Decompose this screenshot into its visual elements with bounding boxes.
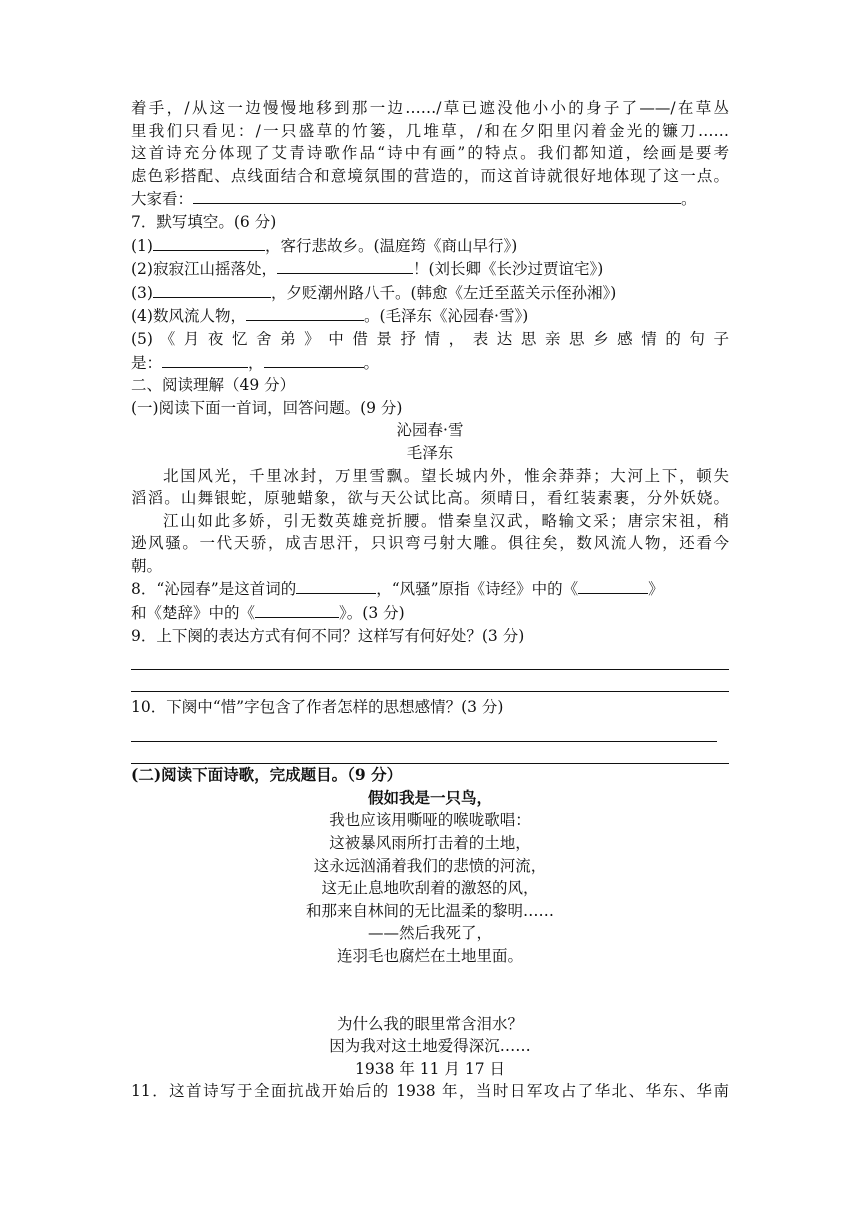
poem-title: 假如我是一只鸟， [367, 787, 492, 807]
answer-blank[interactable] [264, 351, 364, 368]
poem-date: 1938 年 11 月 17 日 [354, 1059, 506, 1078]
poem-paragraph: 逊风骚。一代天骄，成吉思汗，只识弯弓射大雕。俱往矣，数风流人物，还看今 [131, 534, 729, 553]
answer-blank[interactable] [153, 281, 271, 298]
intro-line: 这首诗充分体现了艾青诗歌作品“诗中有画”的特点。我们都知道，绘画是要考 [131, 144, 729, 163]
exam-page [131, 97, 729, 1103]
intro-line: 着手，/从这一边慢慢地移到那一边……/草已遮没他小小的身子了——/在草丛 [131, 99, 729, 117]
q8-text: 》。(3 分) [339, 604, 405, 623]
poem-line: 这被暴风雨所打击着的土地， [329, 834, 531, 852]
answer-line[interactable] [131, 742, 729, 765]
answer-blank[interactable] [296, 577, 376, 594]
poem-line: ——然后我死了， [367, 924, 492, 943]
stanza-gap [131, 968, 729, 1013]
answer-line[interactable] [131, 647, 729, 670]
answer-blank[interactable] [578, 577, 648, 594]
intro-look-line [131, 187, 729, 211]
q7-item-2 [131, 257, 729, 281]
item-end: 。 [363, 353, 380, 372]
q8-line-1 [131, 577, 729, 601]
item-prefix: (4)数风流人物， [131, 307, 246, 326]
q8-text: 8．“沁园春”是这首词的 [131, 580, 297, 599]
answer-blank[interactable] [246, 304, 364, 321]
answer-blank[interactable] [153, 234, 265, 251]
look-prefix: 大家看： [131, 190, 194, 209]
poem-line: 为什么我的眼里常含泪水？ [336, 1014, 523, 1033]
item-prefix: (1) [131, 236, 153, 255]
q8-text: 和《楚辞》中的《 [131, 604, 256, 623]
poem-paragraph: 朝。 [131, 556, 163, 575]
section-title: 二、阅读理解（49 分） [131, 376, 296, 395]
poem-paragraph: 北国风光，千里冰封，万里雪飘。望长城内外，惟余莽莽；大河上下，顿失 [163, 466, 729, 485]
item-text: 。(毛泽东《沁园春·雪》) [363, 307, 529, 326]
poem-line: 因为我对这土地爱得深沉…… [329, 1037, 531, 1056]
q10-title: 10．下阕中“惜”字包含了作者怎样的思想感情？(3 分) [131, 698, 504, 717]
q7-title: 7．默写填空。(6 分) [131, 212, 277, 231]
poem-line: 和那来自林间的无比温柔的黎明…… [305, 901, 554, 920]
q11-line: 11．这首诗写于全面抗战开始后的 1938 年，当时日军攻占了华北、华东、华南 [131, 1082, 729, 1101]
q8-text: 》 [648, 580, 664, 599]
answer-blank[interactable] [162, 351, 248, 368]
q7-item-3 [131, 281, 729, 305]
item-prefix: (3) [131, 283, 153, 302]
part-title: (二)阅读下面诗歌，完成题目。（9 分） [131, 765, 403, 785]
q8-text: ，“风骚”原指《诗经》中的《 [376, 580, 579, 599]
item-prefix: 是： [131, 353, 163, 372]
look-suffix: 。 [681, 190, 697, 209]
q7-item-4 [131, 304, 729, 328]
item-text: ，客行悲故乡。(温庭筠《商山早行》) [264, 236, 518, 255]
q9-title: 9．上下阕的表达方式有何不同？这样写有何好处？(3 分) [131, 626, 525, 645]
part-title: (一)阅读下面一首词，回答问题。(9 分) [131, 398, 403, 417]
answer-blank[interactable] [255, 601, 339, 618]
poem-author: 毛泽东 [406, 443, 454, 462]
q7-item-5-answer [131, 351, 729, 375]
poem-line: 这永远汹涌着我们的悲愤的河流， [313, 856, 547, 875]
item-text: ，夕贬潮州路八千。(韩愈《左迁至蓝关示侄孙湘》) [270, 283, 617, 302]
q7-item-5: (5) 《 月 夜 忆 舍 弟 》 中 借 景 抒 情 ， 表 达 思 亲 思 乡 感 情 的 句 子 [131, 329, 729, 348]
poem-line: 我也应该用嘶哑的喉咙歌唱： [329, 811, 531, 830]
poem-title: 沁园春·雪 [396, 421, 464, 440]
intro-line: 里我们只看见：/一只盛草的竹篓，几堆草，/和在夕阳里闪着金光的镰刀…… [131, 121, 729, 140]
item-sep: ， [248, 353, 264, 372]
answer-line[interactable] [131, 719, 717, 742]
poem-paragraph: 滔滔。山舞银蛇，原驰蜡象，欲与天公试比高。须晴日，看红装素裹，分外妖娆。 [131, 489, 729, 508]
q8-line-2 [131, 601, 729, 625]
item-text: ！(刘长卿《长沙过贾谊宅》) [412, 260, 604, 279]
poem-line: 这无止息地吹刮着的激怒的风， [321, 879, 539, 898]
intro-line: 虑色彩搭配、点线面结合和意境氛围的营造的，而这首诗就很好地体现了这一点。 [131, 166, 729, 185]
answer-blank[interactable] [277, 257, 413, 274]
poem-paragraph: 江山如此多娇，引无数英雄竞折腰。惜秦皇汉武，略输文采；唐宗宋祖，稍 [163, 511, 729, 530]
poem-line: 连羽毛也腐烂在土地里面。 [336, 946, 523, 965]
answer-line[interactable] [131, 670, 729, 693]
q7-item-1 [131, 234, 729, 258]
answer-blank[interactable] [193, 187, 681, 204]
item-prefix: (2)寂寂江山摇落处， [131, 260, 277, 279]
